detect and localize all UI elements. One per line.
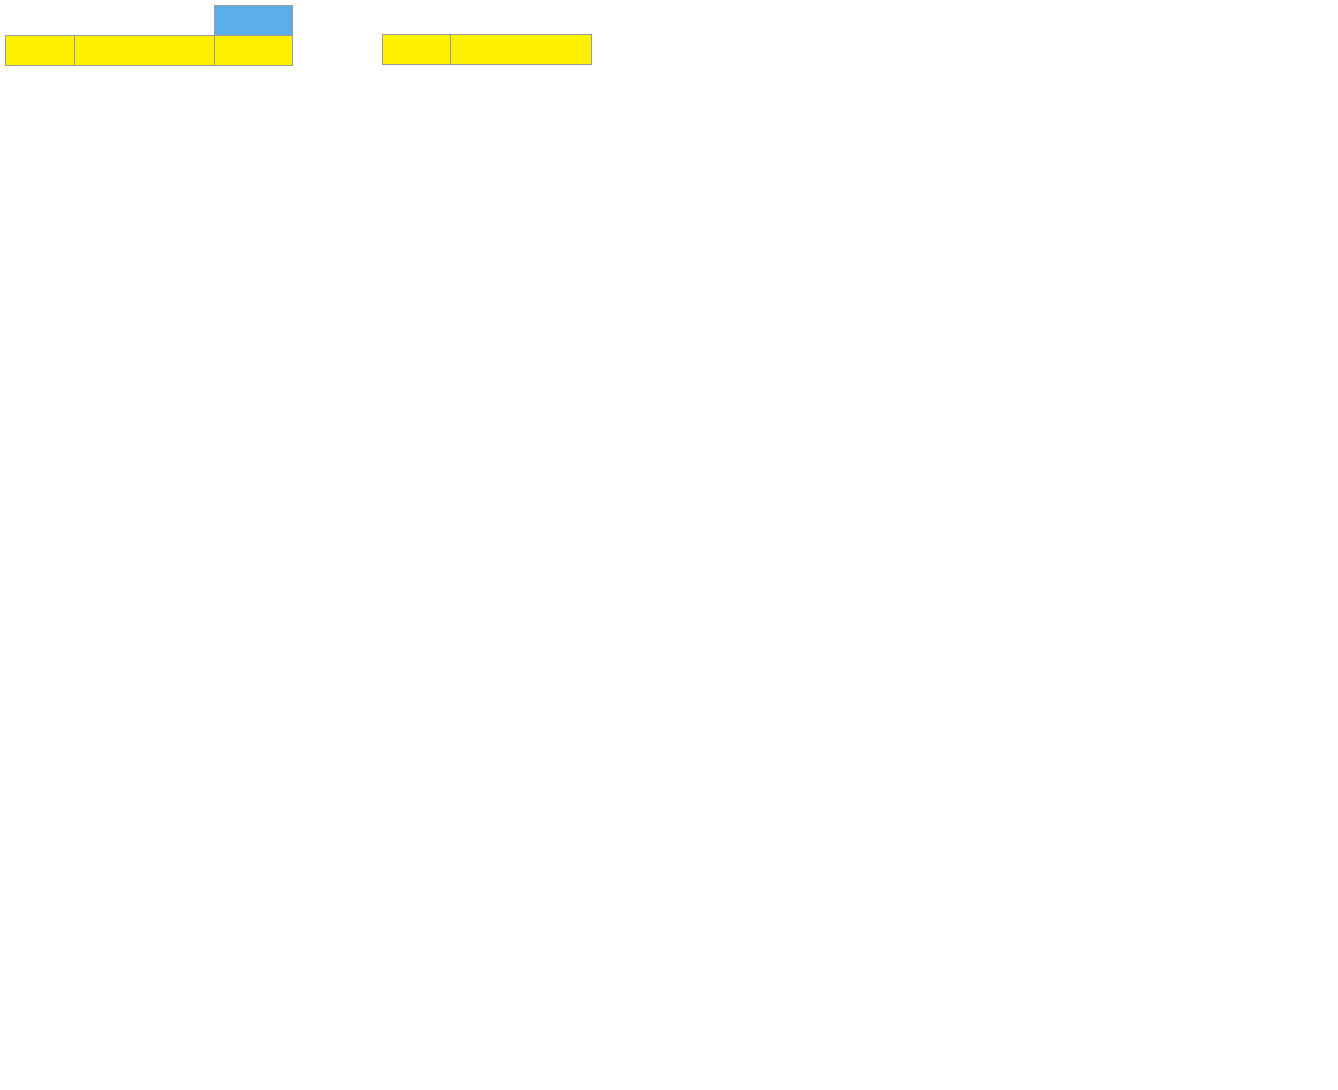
daily-ranking-table [5, 5, 293, 66]
general-ranking-table [382, 5, 592, 65]
day-header-row [6, 6, 293, 36]
rank-header [383, 35, 451, 65]
general-header-row [383, 5, 592, 35]
participants-header [451, 35, 592, 65]
day-label [215, 6, 293, 36]
column-header-row [6, 36, 293, 66]
points-header [215, 36, 293, 66]
rank-header [6, 36, 75, 66]
participants-header [75, 36, 215, 66]
column-header-row [383, 35, 592, 65]
